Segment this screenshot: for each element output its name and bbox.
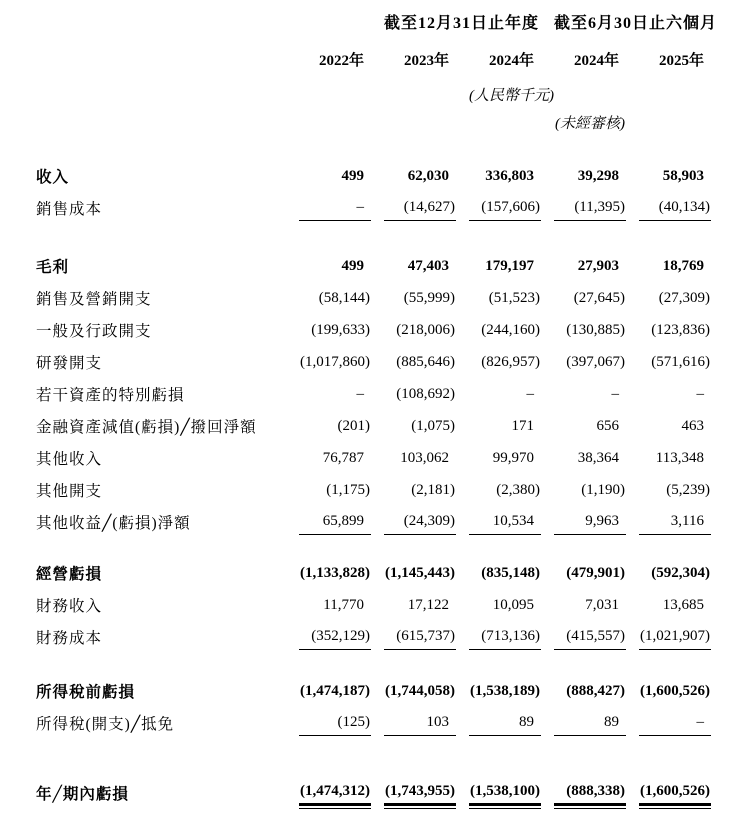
cell-h1-2024: (479,901) xyxy=(566,564,625,581)
cell-h1-2025: 13,685 xyxy=(662,596,704,613)
row-label: 所得稅前虧損 xyxy=(36,684,136,701)
row-label: 其他收益╱(虧損)淨額 xyxy=(36,515,191,532)
cell-y2023: (615,737) xyxy=(384,624,456,650)
row-label: 其他收入 xyxy=(36,451,103,468)
cell-y2023: (1,075) xyxy=(411,417,455,434)
row-label: 若干資產的特別虧損 xyxy=(36,387,185,404)
cell-h1-2025: – xyxy=(696,385,704,402)
cell-y2022: 65,899 xyxy=(299,509,371,535)
cell-y2024: 10,095 xyxy=(492,596,534,613)
cell-y2023: 62,030 xyxy=(407,167,449,184)
row-selling-marketing-expenses xyxy=(0,282,741,314)
cell-h1-2024: (415,557) xyxy=(554,624,626,650)
cell-y2023: (55,999) xyxy=(403,289,455,306)
cell-y2022: (201) xyxy=(337,417,370,434)
cell-h1-2024: 89 xyxy=(554,710,626,736)
row-loss-before-income-tax xyxy=(0,675,741,707)
row-finance-income xyxy=(0,589,741,621)
row-cost-of-sales xyxy=(0,192,741,224)
cell-h1-2025: (571,616) xyxy=(651,353,710,370)
cell-y2022: 499 xyxy=(341,257,364,274)
column-group-annual: 截至12月31日止年度 xyxy=(383,14,539,32)
cell-y2022: 11,770 xyxy=(323,596,364,613)
cell-y2022: 499 xyxy=(341,167,364,184)
row-other-expenses xyxy=(0,474,741,506)
row-revenue xyxy=(0,160,741,192)
year-header-2022: 2022年 xyxy=(318,52,364,69)
row-label: 一般及行政開支 xyxy=(36,323,152,340)
row-label: 所得稅(開支)╱抵免 xyxy=(36,716,175,733)
cell-y2022: (1,017,860) xyxy=(300,353,370,370)
cell-h1-2025: – xyxy=(639,710,711,736)
cell-y2022: (1,474,312) xyxy=(299,780,371,806)
row-label: 財務成本 xyxy=(36,630,103,647)
cell-h1-2025: (592,304) xyxy=(651,564,710,581)
row-label: 財務收入 xyxy=(36,598,103,615)
cell-h1-2025: 113,348 xyxy=(655,449,704,466)
cell-h1-2025: 58,903 xyxy=(662,167,704,184)
row-loss-for-year-period xyxy=(0,777,741,809)
cell-h1-2024: (130,885) xyxy=(566,321,625,338)
cell-y2022: (352,129) xyxy=(299,624,371,650)
cell-h1-2025: (1,600,526) xyxy=(640,682,710,699)
cell-y2023: (1,744,058) xyxy=(385,682,455,699)
row-general-admin-expenses xyxy=(0,314,741,346)
row-label: 銷售及營銷開支 xyxy=(36,291,152,308)
cell-y2022: (199,633) xyxy=(311,321,370,338)
cell-y2024: (835,148) xyxy=(481,564,540,581)
year-header-2024: 2024年 xyxy=(488,52,534,69)
cell-y2024: (826,957) xyxy=(481,353,540,370)
unaudited-note-row xyxy=(0,112,741,134)
row-label: 毛利 xyxy=(36,259,70,276)
row-impairment-financial-assets-net xyxy=(0,410,741,442)
cell-y2022: – xyxy=(356,385,364,402)
year-header-2024-interim: 2024年 xyxy=(573,52,619,69)
cell-h1-2025: 463 xyxy=(681,417,704,434)
row-other-income xyxy=(0,442,741,474)
cell-h1-2024: (27,645) xyxy=(573,289,625,306)
column-group-header-row xyxy=(0,10,741,32)
cell-h1-2025: (40,134) xyxy=(639,195,711,221)
year-header-2023: 2023年 xyxy=(403,52,449,69)
cell-y2023: (24,309) xyxy=(384,509,456,535)
cell-y2022: (58,144) xyxy=(318,289,370,306)
cell-h1-2024: (11,395) xyxy=(554,195,626,221)
cell-y2024: (1,538,189) xyxy=(470,682,540,699)
cell-h1-2024: 656 xyxy=(596,417,619,434)
cell-y2023: (885,646) xyxy=(396,353,455,370)
cell-y2023: (218,006) xyxy=(396,321,455,338)
cell-h1-2024: (888,427) xyxy=(566,682,625,699)
unaudited-note: (未經審核) xyxy=(555,116,625,132)
row-label: 收入 xyxy=(36,169,70,186)
cell-h1-2025: 18,769 xyxy=(662,257,704,274)
cell-h1-2025: (123,836) xyxy=(651,321,710,338)
cell-h1-2024: – xyxy=(611,385,619,402)
row-income-tax-expense-credit xyxy=(0,707,741,739)
year-header-row xyxy=(0,48,741,70)
cell-y2023: (1,743,955) xyxy=(384,780,456,806)
cell-y2023: (108,692) xyxy=(396,385,455,402)
cell-y2024: 10,534 xyxy=(469,509,541,535)
cell-y2022: 76,787 xyxy=(322,449,364,466)
cell-y2023: (2,181) xyxy=(411,481,455,498)
cell-y2024: – xyxy=(526,385,534,402)
cell-h1-2024: 7,031 xyxy=(585,596,619,613)
cell-h1-2025: 3,116 xyxy=(639,509,711,535)
cell-y2023: 47,403 xyxy=(407,257,449,274)
row-finance-costs xyxy=(0,621,741,653)
cell-y2023: (14,627) xyxy=(384,195,456,221)
cell-y2023: 103 xyxy=(384,710,456,736)
cell-h1-2024: (397,067) xyxy=(566,353,625,370)
row-rd-expenses xyxy=(0,346,741,378)
row-operating-loss xyxy=(0,557,741,589)
row-gross-profit xyxy=(0,250,741,282)
cell-h1-2025: (5,239) xyxy=(666,481,710,498)
row-label: 經營虧損 xyxy=(36,566,103,583)
cell-y2023: (1,145,443) xyxy=(385,564,455,581)
row-label: 銷售成本 xyxy=(36,201,103,218)
cell-h1-2024: 38,364 xyxy=(577,449,619,466)
cell-y2024: (244,160) xyxy=(481,321,540,338)
currency-note-row xyxy=(0,84,741,106)
cell-y2022: – xyxy=(299,195,371,221)
cell-h1-2024: (888,338) xyxy=(554,780,626,806)
cell-y2024: (157,606) xyxy=(469,195,541,221)
cell-y2022: (1,474,187) xyxy=(300,682,370,699)
cell-y2024: 99,970 xyxy=(492,449,534,466)
cell-h1-2024: 39,298 xyxy=(577,167,619,184)
cell-y2023: 17,122 xyxy=(407,596,449,613)
cell-y2023: 103,062 xyxy=(400,449,449,466)
cell-y2024: 179,197 xyxy=(485,257,534,274)
row-label: 金融資產減值(虧損)╱撥回淨額 xyxy=(36,419,257,436)
year-header-2025-interim: 2025年 xyxy=(658,52,704,69)
row-other-gains-losses-net xyxy=(0,506,741,538)
row-label: 年╱期內虧損 xyxy=(36,786,129,803)
row-special-impairment-certain-assets xyxy=(0,378,741,410)
cell-h1-2024: 27,903 xyxy=(577,257,619,274)
currency-note: (人民幣千元) xyxy=(469,88,554,104)
cell-h1-2024: 9,963 xyxy=(554,509,626,535)
cell-y2024: (713,136) xyxy=(469,624,541,650)
row-label: 其他開支 xyxy=(36,483,103,500)
cell-y2024: 336,803 xyxy=(485,167,534,184)
cell-y2024: (51,523) xyxy=(488,289,540,306)
column-group-interim: 截至6月30日止六個月 xyxy=(554,14,718,32)
cell-h1-2025: (27,309) xyxy=(658,289,710,306)
cell-y2022: (125) xyxy=(299,710,371,736)
cell-y2022: (1,175) xyxy=(326,481,370,498)
row-label: 研發開支 xyxy=(36,355,103,372)
cell-y2024: (2,380) xyxy=(496,481,540,498)
cell-y2024: 89 xyxy=(469,710,541,736)
cell-y2024: (1,538,100) xyxy=(469,780,541,806)
cell-h1-2024: (1,190) xyxy=(581,481,625,498)
cell-y2024: 171 xyxy=(511,417,534,434)
cell-h1-2025: (1,600,526) xyxy=(639,780,711,806)
cell-h1-2025: (1,021,907) xyxy=(639,624,711,650)
cell-y2022: (1,133,828) xyxy=(300,564,370,581)
